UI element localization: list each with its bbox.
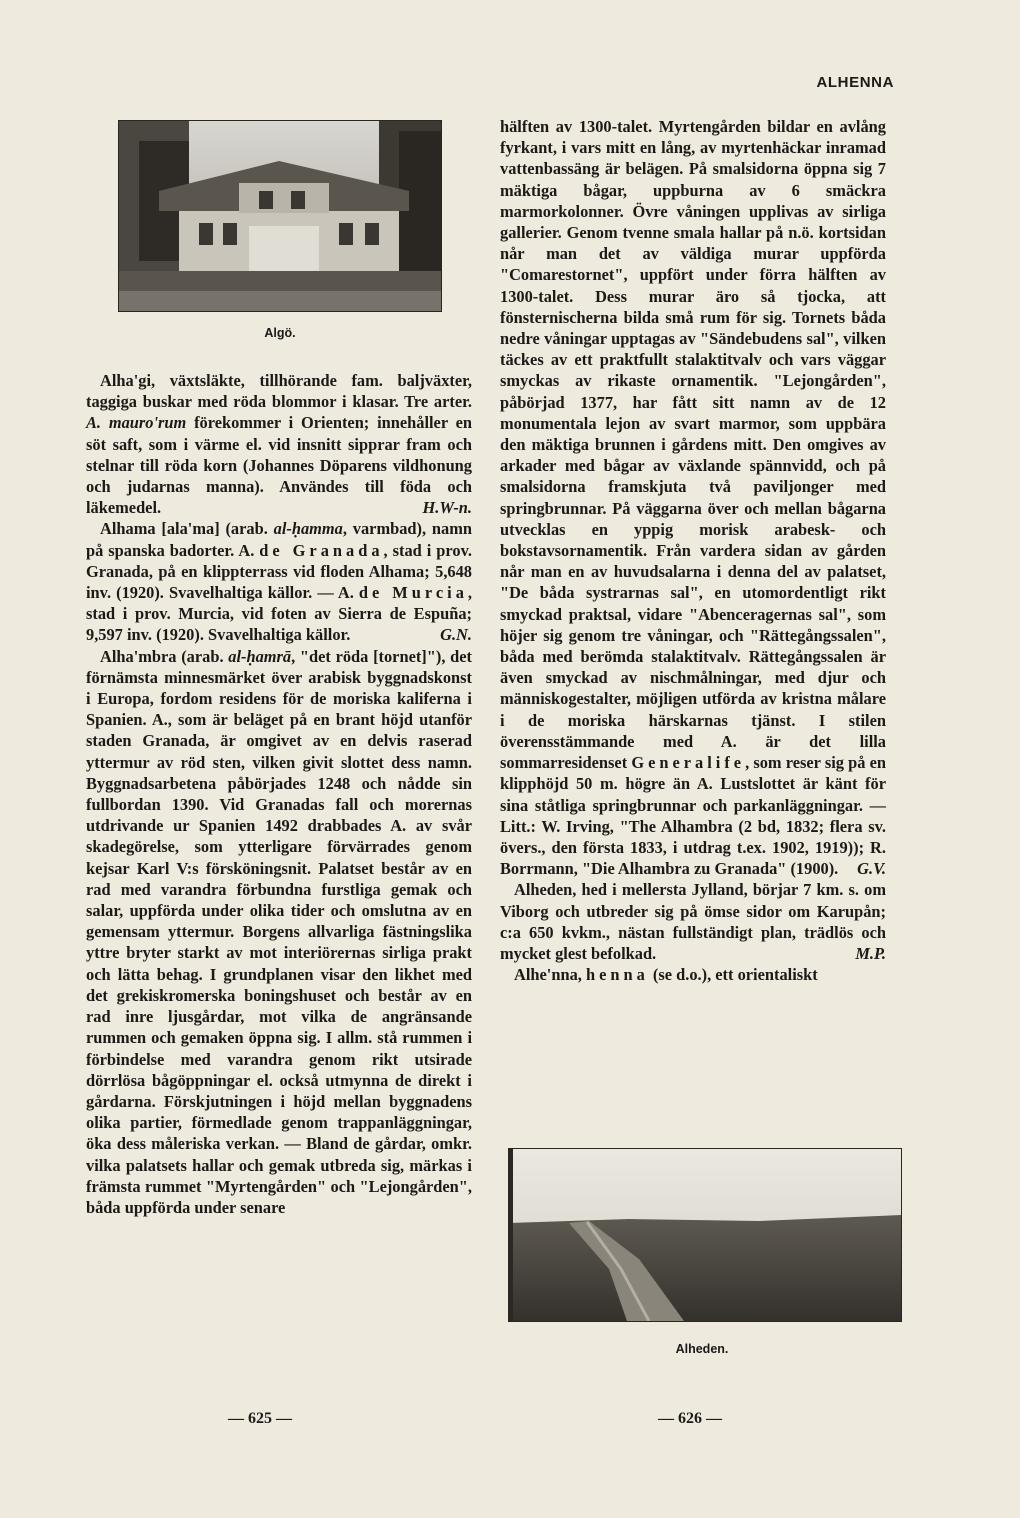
photo-algo xyxy=(118,120,442,312)
entry-alhambra: Alha'mbra (arab. al-ḥamrā, "det röda [tornet]"), det förnämsta minnesmärket över arabisk byggnadskonst i Europa, fordom residens för de moriska kaliferna i Spanien. A., som är beläget på en brant höjd utanför staden Granada, är omgivet av en delvis raserad yttermur av röd sten, vilken givit slottet dess namn. Byggnadsarbetena påbörjades 1248 och nådde sin fullbordan 1390. Vid Granadas fall och morernas utdrivande ur Spanien 1492 drabbades A. av svår skadegörelse, som ytterligare förvärrades genom kejsar Karl V:s försköningsnit. Palatset består av en rad med varandra förbundna furstliga gemak och salar, uppförda under olika tider och omslutna av en gemensam yttermur. Borgens allvarliga fästningslika yttre bryter starkt av mot interiörernas sirliga prakt och lätta behag. I grundplanen visar den likhet med det grekiskromerska boningshuset och består av en rad inre ljusgårdar, mot vilka de angränsande rummen och gemaken öppna sig. I allm. stå rummen i förbindelse med varandra genom rikt utsirade dörrlösa bågöppningar el. också utmynna de direkt i gårdarna. Förskjutningen i höjd mellan byggnadens olika partier, förmedlade genom trappanläggningar, öka dess måleriska verkan. — Bland de gårdar, omkr. vilka palatsets hallar och gemak utbreda sig, märkas i främsta rummet "Myrtengården" och "Lejongården", båda uppförda under senare xyxy=(86,646,472,1217)
place-name: de Murcia xyxy=(358,583,468,603)
signature: G.V. xyxy=(857,859,886,879)
place-name: de Granada xyxy=(259,540,384,560)
etymology: al-ḥamma xyxy=(273,519,343,539)
headword: Alheden, xyxy=(514,880,577,900)
entry-alhagi: Alha'gi, växtsläkte, tillhörande fam. baljväxter, taggiga buskar med röda blommor i klasar. Tre arter. A. mauro'rum förekommer i Orienten; innehåller en söt saft, som i värme el. vid insnitt sipprar fram och stelnar till röda korn (Johannes Döparens vildhonung och judarnas manna). Användes till föda och läkemedel. H.W-n. xyxy=(86,371,472,518)
headword: Alha'mbra xyxy=(100,646,177,666)
place-name: Generalife xyxy=(631,753,746,773)
species-name: A. mauro'rum xyxy=(86,413,187,433)
page-number-right: — 626 — xyxy=(658,1410,722,1427)
signature: G.N. xyxy=(440,625,472,645)
cross-reference: henna xyxy=(585,965,649,985)
headword: Alha'gi, xyxy=(100,371,156,390)
right-column xyxy=(500,116,886,985)
headword: Alhe'nna, xyxy=(514,965,582,985)
entry-alhenna: Alhe'nna, henna (se d.o.), ett orientaliskt xyxy=(514,965,818,985)
photo-caption-alheden: Alheden. xyxy=(675,1342,729,1356)
entry-alhama: Alhama [ala'ma] (arab. al-ḥamma, varmbad), namn på spanska badorter. A. de Granada, stad i prov. Granada, på en klippterrass vid floden Alhama; 5,648 inv. (1920). Svavelhaltiga källor. — A. de Murcia, stad i prov. Murcia, vid foten av Sierra de Espuña; 9,597 inv. (1920). Svavelhaltiga källor. G.N. xyxy=(86,519,472,645)
entry-alhambra-continued: hälften av 1300-talet. Myrtengården bildar en avlång fyrkant, i vars mitt en lång, av myrtenhäckar inramad vattenbassäng är belägen. På smalsidorna öppna sig 7 mäktiga bågar, uppburna av 6 smäckra marmorkolonner. Övre våningen upplivas av sirliga gallerier. Genom tvenne smala hallar på n.ö. kortsidan når man det av väldiga murar uppförda "Comarestornet", uppfört under förra hälften av 1300-talet. Dess murar äro så tjocka, att fönsternischerna bilda små rum för sig. Tornets båda nedre våningar upptagas av "Sändebudens sal", vilken täckes av ett praktfullt stalaktitvalv och vars väggar smyckas av rikaste ornamentik. "Lejongården", påbörjad 1377, har fått sitt namn av de 12 monumentala lejon av svart marmor, som uppbära den mäktiga brunnen i gårdens mitt. Den omgives av arkader med bågar av växlande spännvidd, och på smalsidorna framskjuta två paviljonger med springbrunnar. På väggarna över och mellan bågarna utvecklas en yppig morisk arabesk- och bokstavsornamentik. Från vardera sidan av gården når man en av huvudsalarna i denna del av palatset, "De båda systrarnas sal", en utomordentligt rikt smyckad praktsal, vidare "Abenceragernas sal", som höjer sig genom tre våningar, och "Rättegångssalen", båda med berömda stalaktitvalv. Rättegångssalen är även smyckad av nischmålningar, med djur och människogestalter, möjligen utförda av kristna målare i de moriska härskarnas tjänst. I stilen överensstämmande med A. är det lilla sommarresidenset Generalife, som reser sig på en klipphöjd 50 m. högre än A. Lustslottet är känt för sina ståtliga springbrunnar och parkanläggningar. — Litt.: W. Irving, "The Alhambra (2 bd, 1832; flera sv. övers., den första 1833, i utdrag t.ex. 1902, 1919)); R. Borrmann, "Die Alhambra zu Granada" (1900). G.V. xyxy=(500,117,886,879)
etymology: al-ḥamrā xyxy=(228,646,292,666)
signature: H.W-n. xyxy=(422,498,472,518)
photo-alheden xyxy=(508,1148,902,1322)
photo-caption-algo: Algö. xyxy=(264,326,296,340)
headword: Alhama xyxy=(100,519,156,539)
house-photo-icon xyxy=(119,121,441,311)
left-column xyxy=(86,370,472,1218)
page-number-left: — 625 — xyxy=(228,1410,292,1427)
signature: M.P. xyxy=(855,943,886,963)
entry-alheden: Alheden, hed i mellersta Jylland, börjar 7 km. s. om Viborg och utbreder sig på ömse sidor om Karupån; c:a 650 kvkm., nästan fullständigt plan, trädlös och mycket glest befolkad. M.P. xyxy=(500,880,886,963)
heath-photo-icon xyxy=(509,1149,901,1321)
running-header: ALHENNA xyxy=(816,74,894,91)
